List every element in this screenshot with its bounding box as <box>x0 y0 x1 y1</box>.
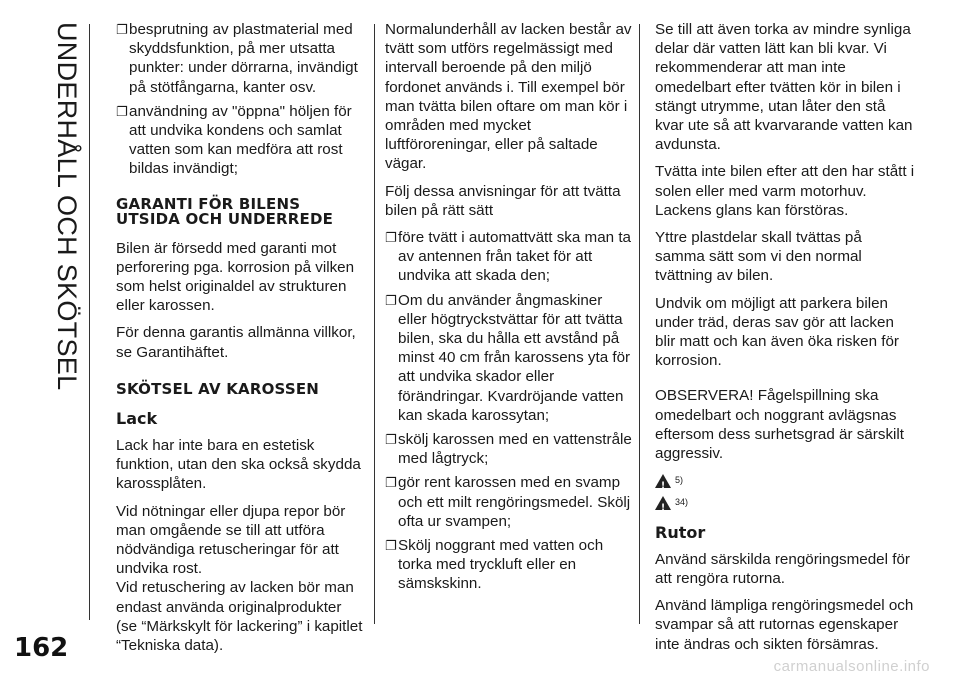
side-rule <box>89 24 90 620</box>
checkbox-bullet-icon: ❐ <box>385 475 397 491</box>
checkbox-bullet-icon: ❐ <box>116 103 128 119</box>
paragraph: Använd lämpliga rengöringsmedel och svampar så att rutornas egenskaper inte ändras och sikten försämras. <box>655 597 914 653</box>
checkbox-bullet-icon: ❐ <box>385 292 397 308</box>
paragraph: Normalunderhåll av lacken består av tvätt som utförs regelmässigt med intervall beroende på den miljö fordonet används i. Till exempel bör man tvätta bilen oftare om man kör i områden med mycket luftföroreningar, eller på saltade vägar. <box>385 21 632 173</box>
list-item: ❐ skölj karossen med en vattenstråle med lågtryck; <box>385 431 632 468</box>
list-item: ❐ Skölj noggrant med vatten och torka med tryckluft eller en sämskskinn. <box>385 537 604 593</box>
paragraph: Bilen är försedd med garanti mot perforering pga. korrosion på vilken som helst originaldel av strukturen eller karossen. <box>116 239 355 315</box>
paragraph: Lack har inte bara en estetisk funktion, utan den ska också skydda karossplåten. <box>116 437 361 493</box>
paragraph: Undvik om möjligt att parkera bilen under träd, deras sav gör att lacken blir matt och kan även öka risken för korrosion. <box>655 294 899 370</box>
subheading: Rutor <box>655 522 706 542</box>
chapter-side-title: UNDERHÅLL OCH SKÖTSEL <box>52 22 82 391</box>
section-heading: GARANTI FÖR BILENS UTSIDA OCH UNDERREDE <box>116 194 334 228</box>
column-3 <box>655 20 915 662</box>
column-1 <box>116 20 366 663</box>
checkbox-bullet-icon: ❐ <box>116 22 128 37</box>
list-item: ❐ gör rent karossen med en svamp och ett milt rengöringsmedel. Skölj ofta ur svampen; <box>385 474 631 530</box>
list-item: ❐ före tvätt i automattvätt ska man ta av antennen från taket för att undvika att skada den; <box>385 229 631 285</box>
paragraph: Använd särskilda rengöringsmedel för att rengöra rutorna. <box>655 550 910 588</box>
warning-triangle-icon: ! <box>655 474 671 488</box>
column-divider-2 <box>639 24 640 624</box>
warning-reference[interactable]: ! 34) <box>655 493 915 512</box>
list-item: ❐ besprutning av plastmaterial med skyddsfunktion, på mer utsatta punkter: under dörrarna, invändigt på stötfångarna, kanter osv. <box>116 21 358 96</box>
warning-triangle-icon: ! <box>655 496 671 510</box>
page-number: 162 <box>14 633 69 663</box>
paragraph: Följ dessa anvisningar för att tvätta bilen på rätt sätt <box>385 182 621 219</box>
column-divider-1 <box>374 24 375 624</box>
section-heading: SKÖTSEL AV KAROSSEN <box>116 379 320 398</box>
checkbox-bullet-icon: ❐ <box>385 230 397 246</box>
column-2 <box>385 20 635 599</box>
paragraph: För denna garantis allmänna villkor, se Garantihäftet. <box>116 324 356 361</box>
watermark-text: carmanualsonline.info <box>773 658 930 675</box>
paragraph: OBSERVERA! Fågelspillning ska omedelbart och noggrant avlägsnas eftersom dess surhetsgrad är särskilt aggressiv. <box>655 387 904 463</box>
list-item: ❐ Om du använder ångmaskiner eller högtryckstvättar för att tvätta bilen, ska du hålla ett avstånd på minst 40 cm från karossens yta för att undvika skador eller förändringar. Kvardröjande vatten kan skada karossytan; <box>385 291 631 424</box>
paragraph: Vid retuschering av lacken bör man endast använda originalprodukter (se “Märkskylt för lackering” i kapitlet “Tekniska data). <box>116 579 363 655</box>
warning-reference[interactable]: ! 5) <box>655 471 915 490</box>
list-item: ❐ användning av "öppna" höljen för att undvika kondens och samlat vatten som kan medföra att rost bildas invändigt; <box>116 102 352 178</box>
subheading: Lack <box>116 408 158 428</box>
checkbox-bullet-icon: ❐ <box>385 538 397 554</box>
paragraph: Yttre plastdelar skall tvättas på samma sätt som vi den normal tvättning av bilen. <box>655 229 862 285</box>
paragraph: Vid nötningar eller djupa repor bör man omgående se till att utföra nödvändiga retuscheringar för att undvika rost. <box>116 502 346 578</box>
checkbox-bullet-icon: ❐ <box>385 432 397 448</box>
paragraph: Se till att även torka av mindre synliga delar där vatten lätt kan bli kvar. Vi rekommenderar att man inte omedelbart efter tvätten kör in bilen i stängt utrymme, utan låter den stå kvar ute så att kvarvarande vatten kan avdunsta. <box>655 21 913 154</box>
paragraph: Tvätta inte bilen efter att den har stått i solen eller med varm motorhuv. Lackens glans kan förstöras. <box>655 163 915 219</box>
